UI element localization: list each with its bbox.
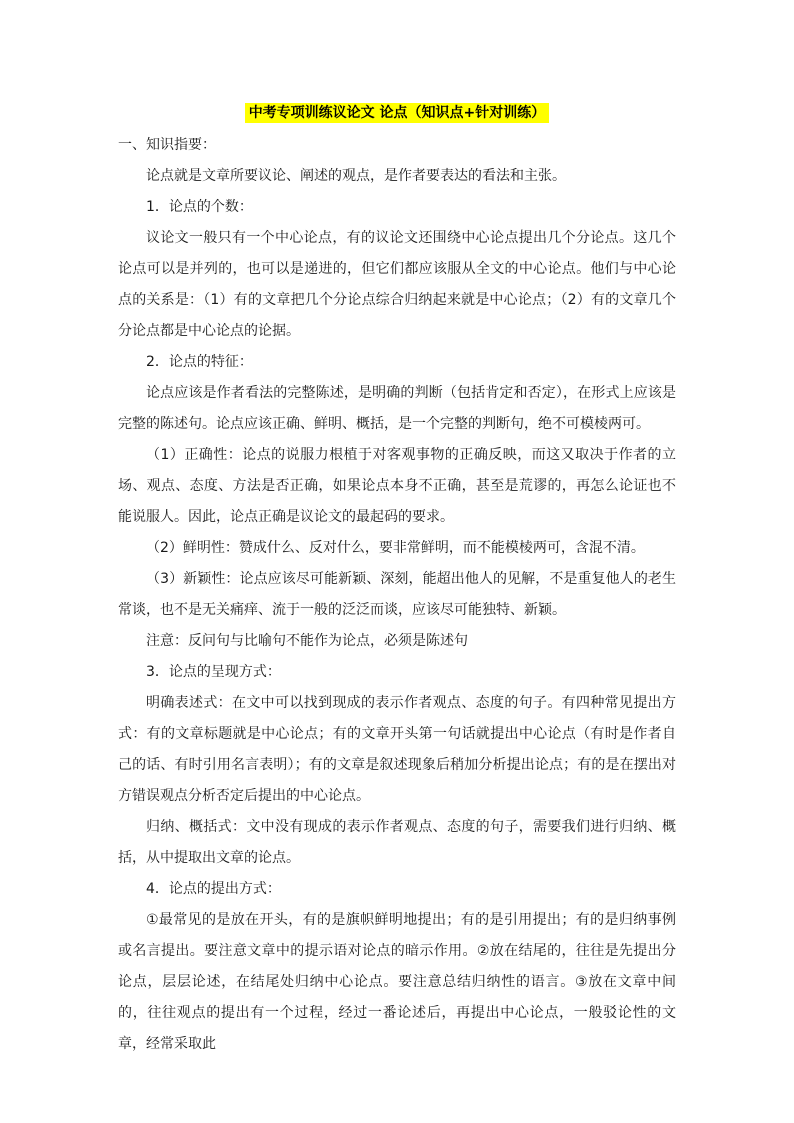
- paragraph-features: 论点应该是作者看法的完整陈述，是明确的判断（包括肯定和否定），在形式上应该是完整的陈述句。论点应该正确、鲜明、概括，是一个完整的判断句，绝不可模棱两可。: [118, 385, 676, 432]
- subheading-features: 2．论点的特征：: [146, 354, 253, 370]
- paragraph-inductive: 归纳、概括式：文中没有现成的表示作者观点、态度的句子，需要我们进行归纳、概括，从中提取出文章的论点。: [118, 819, 676, 866]
- paragraph-note: 注意：反问句与比喻句不能作为论点，必须是陈述句: [146, 633, 468, 649]
- subheading-presentation: 3．论点的呈现方式：: [146, 664, 281, 680]
- paragraph-explicit: 明确表述式：在文中可以找到现成的表示作者观点、态度的句子。有四种常见提出方式：有的文章标题就是中心论点；有的文章开头第一句话就提出中心论点（有时是作者自己的话、有时引用名言表明）；有的文章是叙述现象后稍加分析提出论点；有的是在摆出对方错误观点分析否定后提出的中心论点。: [118, 695, 676, 804]
- paragraph-clarity: （2）鲜明性：赞成什么、反对什么，要非常鲜明，而不能模棱两可，含混不清。: [146, 540, 645, 556]
- paragraph-position: ①最常见的是放在开头，有的是旗帜鲜明地提出；有的是引用提出；有的是归纳事例或名言提出。要注意文章中的提示语对论点的暗示作用。②放在结尾的，往往是先提出分论点，层层论述，在结尾处归纳中心论点。要注意总结归纳性的语言。③放在文章中间的，往往观点的提出有一个过程，经过一番论述后，再提出中心论点，一般驳论性的文章，经常采取此: [118, 912, 676, 1052]
- subheading-position: 4．论点的提出方式：: [146, 881, 281, 897]
- title-area: [0, 102, 794, 123]
- document-body: [118, 130, 676, 1060]
- subheading-count: 1．论点的个数：: [146, 199, 253, 215]
- paragraph-novelty: （3）新颖性：论点应该尽可能新颖、深刻，能超出他人的见解，不是重复他人的老生常谈，也不是无关痛痒、流于一般的泛泛而谈，应该尽可能独特、新颖。: [118, 571, 676, 618]
- paragraph-definition: 论点就是文章所要议论、阐述的观点，是作者要表达的看法和主张。: [146, 168, 566, 184]
- section-heading-knowledge: 一、知识指要：: [118, 137, 216, 153]
- document-title: 中考专项训练议论文 论点（知识点+针对训练）: [245, 103, 550, 123]
- paragraph-count: 议论文一般只有一个中心论点，有的议论文还围绕中心论点提出几个分论点。这几个论点可以是并列的，也可以是递进的，但它们都应该服从全文的中心论点。他们与中心论点的关系是：（1）有的文章把几个分论点综合归纳起来就是中心论点；（2）有的文章几个分论点都是中心论点的论据。: [118, 230, 676, 339]
- paragraph-correctness: （1）正确性：论点的说服力根植于对客观事物的正确反映，而这又取决于作者的立场、观点、态度、方法是否正确，如果论点本身不正确，甚至是荒谬的，再怎么论证也不能说服人。因此，论点正确是议论文的最起码的要求。: [118, 447, 676, 525]
